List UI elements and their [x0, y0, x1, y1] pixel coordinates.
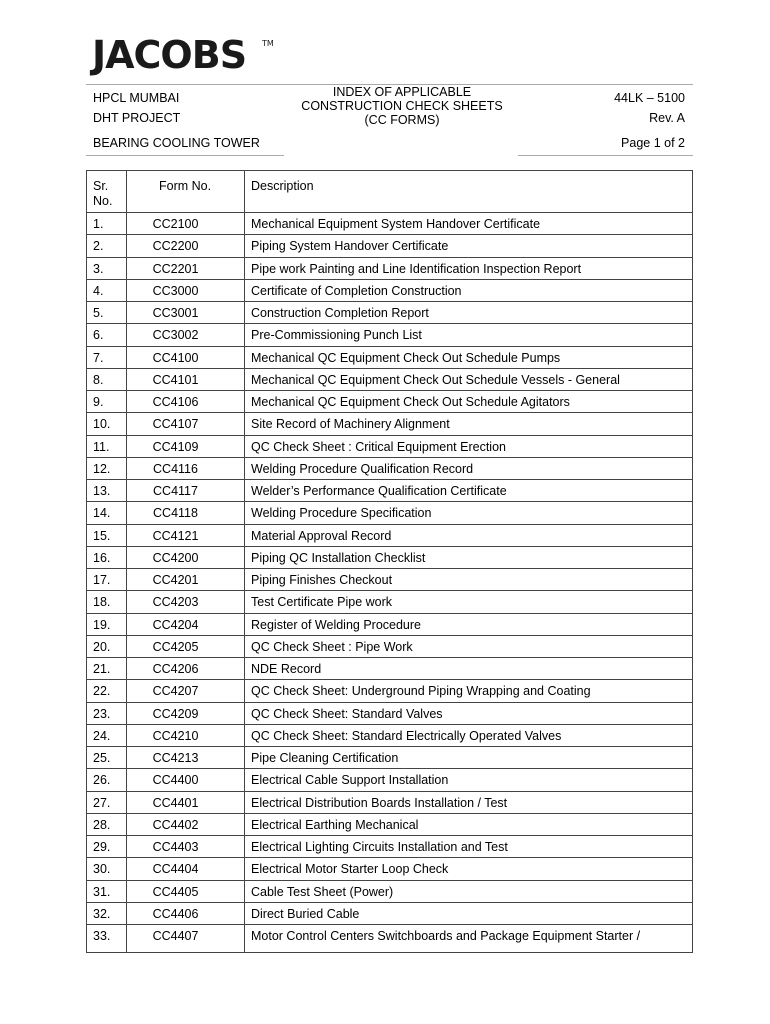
row-description: Electrical Earthing Mechanical [245, 813, 693, 835]
row-description: Piping System Handover Certificate [245, 235, 693, 257]
table-row [87, 502, 693, 524]
table-row [87, 680, 693, 702]
cc-forms-index-table [86, 170, 693, 953]
table-row [87, 235, 693, 257]
row-form-no: CC4207 [127, 680, 245, 702]
row-description: Construction Completion Report [245, 302, 693, 324]
unit-name: BEARING COOLING TOWER [93, 136, 260, 150]
table-row [87, 324, 693, 346]
row-form-no: CC4203 [127, 591, 245, 613]
row-description: Welding Procedure Qualification Record [245, 457, 693, 479]
row-sr-no: 26. [87, 769, 127, 791]
row-form-no: CC4100 [127, 346, 245, 368]
header-bottom-rule-left [86, 155, 284, 156]
table-row [87, 413, 693, 435]
row-description: Register of Welding Procedure [245, 613, 693, 635]
row-form-no: CC4406 [127, 902, 245, 924]
row-sr-no: 24. [87, 724, 127, 746]
row-description: Welder’s Performance Qualification Certificate [245, 480, 693, 502]
row-sr-no: 16. [87, 546, 127, 568]
header-sr-no [87, 171, 127, 213]
table-row [87, 457, 693, 479]
row-form-no: CC4106 [127, 391, 245, 413]
header-description: Description [245, 171, 693, 213]
header-sr-line-2: No. [93, 194, 113, 208]
row-form-no: CC4206 [127, 658, 245, 680]
table-row [87, 391, 693, 413]
row-form-no: CC4400 [127, 769, 245, 791]
row-sr-no: 32. [87, 902, 127, 924]
row-sr-no: 27. [87, 791, 127, 813]
logo-trademark: TM [262, 39, 274, 48]
row-description: Electrical Distribution Boards Installation / Test [245, 791, 693, 813]
row-sr-no: 22. [87, 680, 127, 702]
table-row [87, 368, 693, 390]
row-sr-no: 6. [87, 324, 127, 346]
row-sr-no: 28. [87, 813, 127, 835]
row-description: Direct Buried Cable [245, 902, 693, 924]
row-form-no: CC4210 [127, 724, 245, 746]
row-form-no: CC3000 [127, 279, 245, 301]
row-description: Site Record of Machinery Alignment [245, 413, 693, 435]
client-name: HPCL MUMBAI [93, 91, 180, 105]
table-row [87, 257, 693, 279]
row-sr-no: 1. [87, 213, 127, 235]
table-row [87, 902, 693, 924]
row-description: QC Check Sheet: Standard Valves [245, 702, 693, 724]
row-sr-no: 17. [87, 569, 127, 591]
row-form-no: CC4402 [127, 813, 245, 835]
table-row [87, 858, 693, 880]
table-row [87, 591, 693, 613]
row-description: Test Certificate Pipe work [245, 591, 693, 613]
row-description: Pre-Commissioning Punch List [245, 324, 693, 346]
row-form-no: CC4116 [127, 457, 245, 479]
row-form-no: CC2201 [127, 257, 245, 279]
row-sr-no: 15. [87, 524, 127, 546]
project-name: DHT PROJECT [93, 111, 181, 125]
row-description: QC Check Sheet: Underground Piping Wrapping and Coating [245, 680, 693, 702]
table-row [87, 747, 693, 769]
row-form-no: CC4404 [127, 858, 245, 880]
table-row [87, 836, 693, 858]
table-row [87, 213, 693, 235]
row-description: QC Check Sheet: Standard Electrically Operated Valves [245, 724, 693, 746]
table-row [87, 769, 693, 791]
document-number: 44LK – 5100 [614, 91, 685, 105]
table-row [87, 724, 693, 746]
row-form-no: CC4201 [127, 569, 245, 591]
row-sr-no: 23. [87, 702, 127, 724]
row-sr-no: 12. [87, 457, 127, 479]
table-row [87, 435, 693, 457]
row-sr-no: 30. [87, 858, 127, 880]
row-description: Electrical Motor Starter Loop Check [245, 858, 693, 880]
row-sr-no: 19. [87, 613, 127, 635]
document-title [286, 85, 518, 127]
row-description: Pipe Cleaning Certification [245, 747, 693, 769]
row-form-no: CC2100 [127, 213, 245, 235]
row-description: Mechanical QC Equipment Check Out Schedule Vessels - General [245, 368, 693, 390]
table-header-row [87, 171, 693, 213]
row-description: Pipe work Painting and Line Identification Inspection Report [245, 257, 693, 279]
row-form-no: CC4401 [127, 791, 245, 813]
row-form-no: CC4107 [127, 413, 245, 435]
row-form-no: CC4109 [127, 435, 245, 457]
header-bottom-rule-right [518, 155, 693, 156]
row-form-no: CC4405 [127, 880, 245, 902]
table-row [87, 546, 693, 568]
row-sr-no: 9. [87, 391, 127, 413]
title-line-1: INDEX OF APPLICABLE [332, 85, 472, 99]
row-form-no: CC4213 [127, 747, 245, 769]
row-sr-no: 13. [87, 480, 127, 502]
row-sr-no: 11. [87, 435, 127, 457]
row-description: Mechanical QC Equipment Check Out Schedule Pumps [245, 346, 693, 368]
table-row [87, 613, 693, 635]
page-number: Page 1 of 2 [621, 136, 685, 150]
table-row [87, 658, 693, 680]
revision: Rev. A [649, 111, 685, 125]
row-sr-no: 10. [87, 413, 127, 435]
header-form-no: Form No. [127, 171, 245, 213]
row-sr-no: 2. [87, 235, 127, 257]
title-line-3: (CC FORMS) [364, 113, 440, 127]
table-row [87, 813, 693, 835]
row-form-no: CC4407 [127, 925, 245, 953]
row-form-no: CC4101 [127, 368, 245, 390]
row-sr-no: 4. [87, 279, 127, 301]
row-sr-no: 29. [87, 836, 127, 858]
table-row [87, 569, 693, 591]
row-description: Material Approval Record [245, 524, 693, 546]
table-row [87, 791, 693, 813]
row-form-no: CC4200 [127, 546, 245, 568]
row-description: NDE Record [245, 658, 693, 680]
row-sr-no: 31. [87, 880, 127, 902]
row-form-no: CC4209 [127, 702, 245, 724]
row-sr-no: 7. [87, 346, 127, 368]
row-description: QC Check Sheet : Pipe Work [245, 635, 693, 657]
row-description: Piping QC Installation Checklist [245, 546, 693, 568]
title-line-2: CONSTRUCTION CHECK SHEETS [301, 99, 503, 113]
row-description: Mechanical QC Equipment Check Out Schedule Agitators [245, 391, 693, 413]
company-logo [92, 33, 274, 77]
table-row [87, 702, 693, 724]
header-sr-line-1: Sr. [93, 179, 109, 193]
row-sr-no: 25. [87, 747, 127, 769]
table-row [87, 480, 693, 502]
row-form-no: CC3002 [127, 324, 245, 346]
row-sr-no: 8. [87, 368, 127, 390]
row-sr-no: 20. [87, 635, 127, 657]
logo-text: JACOBS [92, 33, 247, 77]
table-row [87, 524, 693, 546]
row-form-no: CC4121 [127, 524, 245, 546]
row-form-no: CC3001 [127, 302, 245, 324]
table-row [87, 279, 693, 301]
row-sr-no: 14. [87, 502, 127, 524]
table-row [87, 302, 693, 324]
table-row [87, 346, 693, 368]
row-form-no: CC4118 [127, 502, 245, 524]
row-description: Mechanical Equipment System Handover Certificate [245, 213, 693, 235]
row-description: Electrical Cable Support Installation [245, 769, 693, 791]
row-form-no: CC4204 [127, 613, 245, 635]
table-row [87, 635, 693, 657]
row-description: Welding Procedure Specification [245, 502, 693, 524]
row-description: Motor Control Centers Switchboards and Package Equipment Starter / [245, 925, 693, 953]
row-sr-no: 5. [87, 302, 127, 324]
table-row [87, 925, 693, 953]
row-form-no: CC4403 [127, 836, 245, 858]
row-description: QC Check Sheet : Critical Equipment Erection [245, 435, 693, 457]
row-description: Cable Test Sheet (Power) [245, 880, 693, 902]
row-sr-no: 18. [87, 591, 127, 613]
row-form-no: CC4205 [127, 635, 245, 657]
table-row [87, 880, 693, 902]
row-sr-no: 33. [87, 925, 127, 953]
row-form-no: CC2200 [127, 235, 245, 257]
row-description: Certificate of Completion Construction [245, 279, 693, 301]
row-sr-no: 3. [87, 257, 127, 279]
row-description: Piping Finishes Checkout [245, 569, 693, 591]
row-form-no: CC4117 [127, 480, 245, 502]
row-description: Electrical Lighting Circuits Installation and Test [245, 836, 693, 858]
row-sr-no: 21. [87, 658, 127, 680]
